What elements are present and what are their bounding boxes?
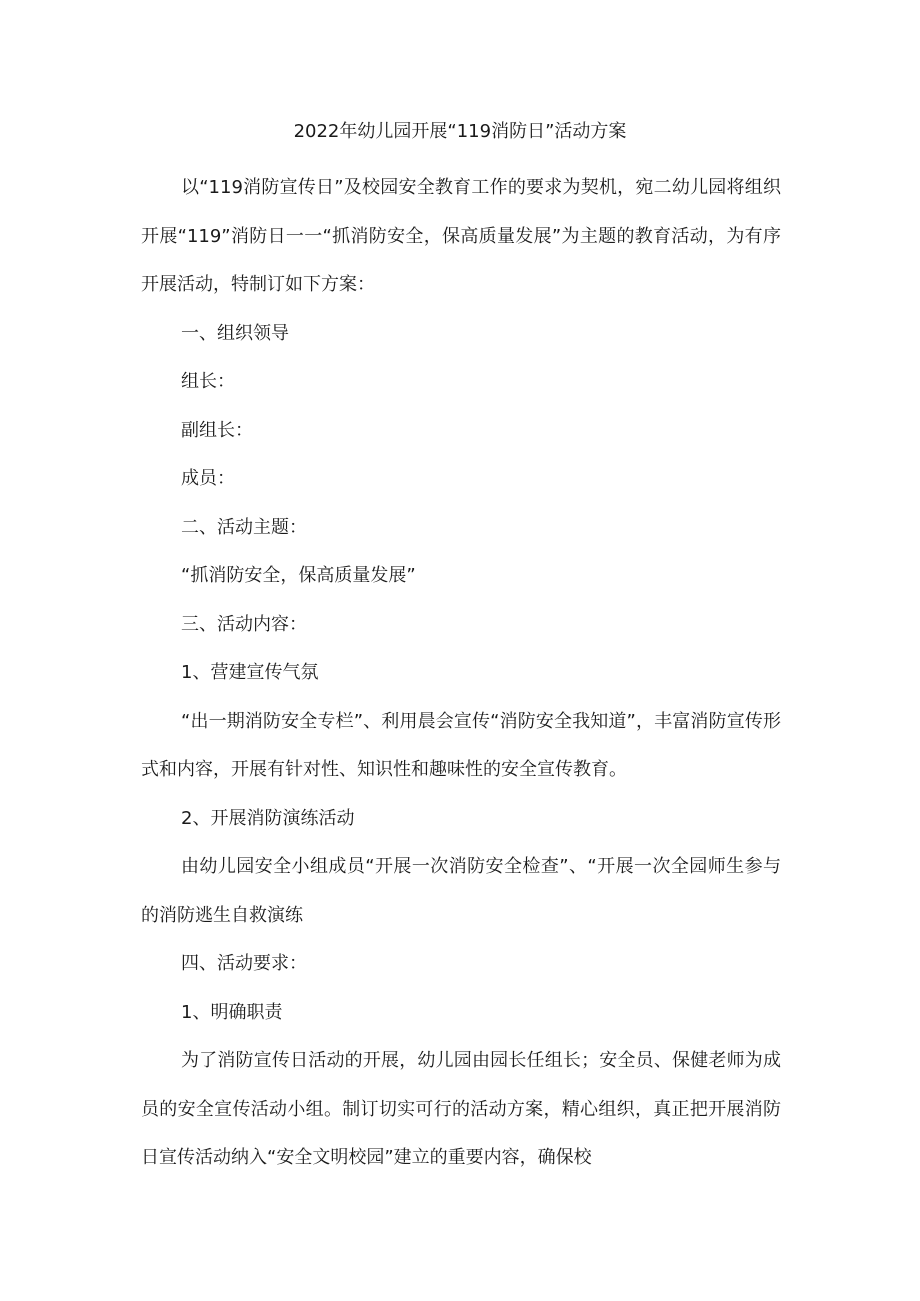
- leader-line: 组长：: [181, 371, 235, 392]
- subheading-drill: 2、开展消防演练活动: [181, 807, 355, 829]
- theme-text: “抓消防安全，保高质量发展”: [181, 565, 416, 586]
- section-heading-organization: 一、组织领导: [181, 322, 289, 344]
- section-heading-requirements: 四、活动要求：: [181, 953, 307, 974]
- section-heading-theme: 二、活动主题：: [181, 516, 307, 538]
- section-heading-content: 三、活动内容：: [181, 613, 307, 635]
- intro-paragraph: 以“119消防宣传日”及校园安全教育工作的要求为契机，宛二幼儿园将组织开展“119”消防日一一“抓消防安全，保高质量发展”为主题的教育活动，为有序开展活动，特制订如下方案：: [141, 177, 781, 295]
- document-title: 2022年幼儿园开展“119消防日”活动方案: [293, 121, 627, 142]
- document-body: [141, 164, 781, 1183]
- subheading-responsibilities: 1、明确职责: [181, 1001, 283, 1023]
- responsibilities-paragraph: 为了消防宣传日活动的开展，幼儿园由园长任组长；安全员、保健老师为成员的安全宣传活动小组。制订切实可行的活动方案，精心组织，真正把开展消防日宣传活动纳入“安全文明校园”建立的重要内容，确保校: [141, 1050, 781, 1168]
- deputy-leader-line: 副组长：: [181, 419, 253, 441]
- atmosphere-paragraph: “出一期消防安全专栏”、利用晨会宣传“消防安全我知道”，丰富消防宣传形式和内容，开展有针对性、知识性和趣味性的安全宣传教育。: [141, 710, 781, 780]
- members-line: 成员：: [181, 468, 235, 489]
- subheading-atmosphere: 1、营建宣传气氛: [181, 662, 319, 683]
- drill-paragraph: 由幼儿园安全小组成员“开展一次消防安全检查”、“开展一次全园师生参与的消防逃生自救演练: [141, 856, 781, 926]
